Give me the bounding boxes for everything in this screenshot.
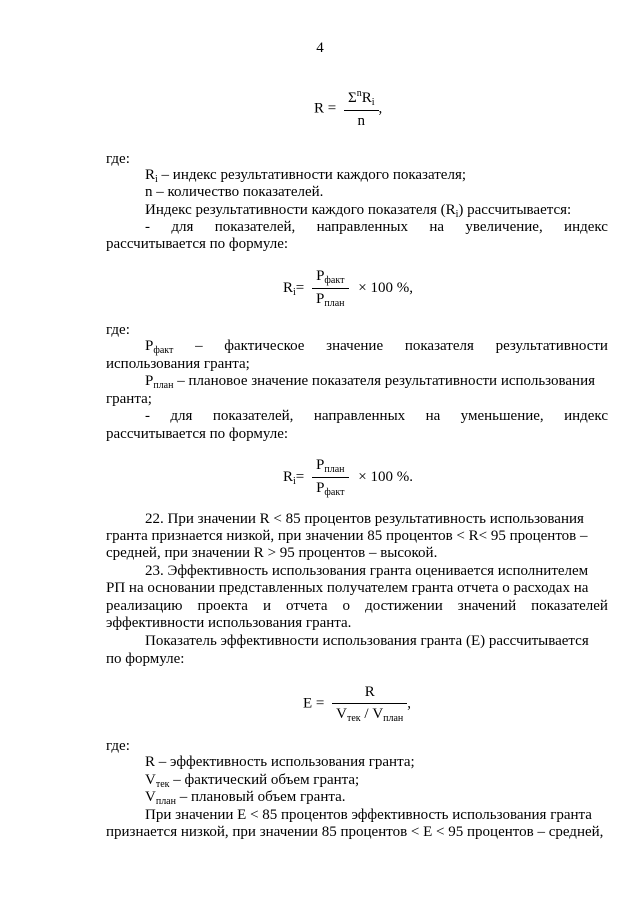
multiplier: × 100 %. xyxy=(358,468,413,485)
where-label-1: где: xyxy=(106,151,130,167)
pfakt-word: – xyxy=(195,338,203,354)
decrease-word: показателей, xyxy=(212,408,294,424)
calc-by-formula-2: рассчитывается по формуле: xyxy=(106,426,289,442)
paragraph-23-line3 xyxy=(106,597,608,615)
definition-n: n – количество показателей. xyxy=(145,184,324,200)
decrease-word: уменьшение, xyxy=(460,408,544,424)
pplan-text: – плановое значение показателя результативности использования xyxy=(173,373,596,389)
formula-ri-increase xyxy=(283,268,413,309)
final-paragraph-line2: признается низкой, при значении 85 процентов < Е < 95 процентов – средней, xyxy=(106,824,604,840)
increase-word: на xyxy=(429,219,445,235)
den-sub: факт xyxy=(324,487,345,498)
equals-sign: = xyxy=(295,468,305,485)
pe-intro-line1: Показатель эффективности использования гранта (Е) рассчитывается xyxy=(145,633,589,649)
where-label-2: где: xyxy=(106,322,130,338)
pfakt-word: фактическое xyxy=(224,338,305,354)
equals-sign: = xyxy=(295,279,305,296)
paragraph-22-line2: гранта признается низкой, при значении 85 процентов < R< 95 процентов – xyxy=(106,528,588,544)
pfakt-word: значение xyxy=(326,338,384,354)
numerator-sub: i xyxy=(371,97,375,108)
numerator: R xyxy=(364,684,375,700)
formula-r-numerator xyxy=(344,88,379,110)
vtek-text: – фактический объем гранта; xyxy=(169,772,360,788)
decrease-word: на xyxy=(425,408,441,424)
formula-e xyxy=(303,684,411,724)
pplan-sub: план xyxy=(153,380,174,391)
formula-ri-decrease-fraction xyxy=(312,457,348,498)
vplan-var: V xyxy=(145,789,156,805)
pfakt-sub: факт xyxy=(153,345,174,356)
increase-word: направленных xyxy=(316,219,408,235)
num-var: P xyxy=(316,268,325,284)
index-intro-b: ) рассчитывается: xyxy=(458,202,572,218)
ri-text: – индекс результативности каждого показателя; xyxy=(157,167,467,183)
index-intro-a: Индекс результативности каждого показателя (R xyxy=(145,202,456,218)
vplan-text: – плановый объем гранта. xyxy=(175,789,346,805)
decrease-word: - xyxy=(145,408,150,424)
num-var: P xyxy=(316,457,325,473)
final-paragraph-line1: При значении Е < 85 процентов эффективность использования гранта xyxy=(145,807,592,823)
decrease-line xyxy=(145,407,608,425)
formula-r xyxy=(314,88,382,130)
lhs-sub: i xyxy=(293,286,296,298)
formula-ri-increase-fraction xyxy=(312,268,348,309)
den-var: P xyxy=(316,480,325,496)
increase-line xyxy=(145,218,608,236)
vplan-sub: план xyxy=(155,796,176,807)
decrease-word: индекс xyxy=(564,408,608,424)
formula-ri-decrease xyxy=(283,457,413,498)
definition-r: R – эффективность использования гранта; xyxy=(145,754,415,770)
where-label-3: где: xyxy=(106,738,130,754)
formula-r-lhs: R = xyxy=(314,100,337,117)
pplan-var: P xyxy=(145,373,154,389)
pfakt-definition-line2: использования гранта; xyxy=(106,356,250,372)
denominator xyxy=(332,703,407,724)
paragraph-22-line1: 22. При значении R < 85 процентов результативность использования xyxy=(145,511,584,527)
ri-var: R xyxy=(145,167,156,183)
paragraph-22-line3: средней, при значении R > 95 процентов – высокой. xyxy=(106,545,438,561)
denominator xyxy=(312,477,348,498)
increase-word: индекс xyxy=(564,219,608,235)
vtek-sub: тек xyxy=(155,779,170,790)
formula-e-fraction xyxy=(332,684,407,724)
p23-word: о xyxy=(342,598,351,614)
formula-r-tail: , xyxy=(378,100,383,117)
pplan-definition-line1 xyxy=(145,372,595,395)
numerator xyxy=(312,268,348,288)
den-var: P xyxy=(316,291,325,307)
p23-word: проекта xyxy=(197,598,248,614)
sigma-upper-limit: n xyxy=(356,88,362,99)
formula-r-denominator: n xyxy=(344,110,379,130)
index-intro-sub: i xyxy=(455,209,459,220)
formula-e-tail: , xyxy=(407,695,412,712)
increase-word: для xyxy=(171,219,194,235)
p23-word: отчета xyxy=(286,598,328,614)
decrease-word: для xyxy=(170,408,193,424)
slash: / xyxy=(360,706,373,722)
vtek-var: V xyxy=(145,772,156,788)
paragraph-23-line4: эффективности использования гранта. xyxy=(106,615,352,631)
increase-word: - xyxy=(145,219,150,235)
pe-intro-line2: по формуле: xyxy=(106,651,185,667)
ri-sub: i xyxy=(155,174,158,185)
vplan-var: V xyxy=(372,706,384,722)
calc-by-formula-1: рассчитывается по формуле: xyxy=(106,236,289,252)
denominator xyxy=(312,288,348,309)
pfakt-word: результативности xyxy=(495,338,608,354)
p23-word: и xyxy=(262,598,271,614)
sigma-symbol: Σ xyxy=(347,90,357,106)
lhs-var: R xyxy=(283,468,294,485)
vtek-var: V xyxy=(336,706,347,722)
num-sub: факт xyxy=(324,275,345,286)
pfakt-var: P xyxy=(145,338,154,354)
increase-word: показателей, xyxy=(214,219,296,235)
p23-word: реализацию xyxy=(106,598,183,614)
vtek-sub: тек xyxy=(346,713,361,724)
decrease-word: направленных xyxy=(313,408,406,424)
p23-word: значений xyxy=(457,598,517,614)
paragraph-23-line1: 23. Эффективность использования гранта оценивается исполнителем xyxy=(145,563,589,579)
increase-word: увеличение, xyxy=(465,219,543,235)
page-number: 4 xyxy=(316,40,324,56)
formula-e-lhs: E = xyxy=(303,695,325,712)
vplan-sub: план xyxy=(383,713,404,724)
lhs-sub: i xyxy=(293,475,296,487)
numerator-var: R xyxy=(361,90,372,106)
multiplier: × 100 %, xyxy=(358,279,413,296)
num-sub: план xyxy=(324,464,345,475)
lhs-var: R xyxy=(283,279,294,296)
den-sub: план xyxy=(324,298,345,309)
p23-word: достижении xyxy=(365,598,443,614)
formula-r-fraction xyxy=(344,88,379,130)
numerator xyxy=(312,457,348,477)
paragraph-23-line2: РП на основании представленных получателем гранта отчета о расходах на xyxy=(106,580,589,596)
pplan-definition-line2: гранта; xyxy=(106,391,152,407)
pfakt-word: показателя xyxy=(404,338,474,354)
p23-word: показателей xyxy=(531,598,608,614)
